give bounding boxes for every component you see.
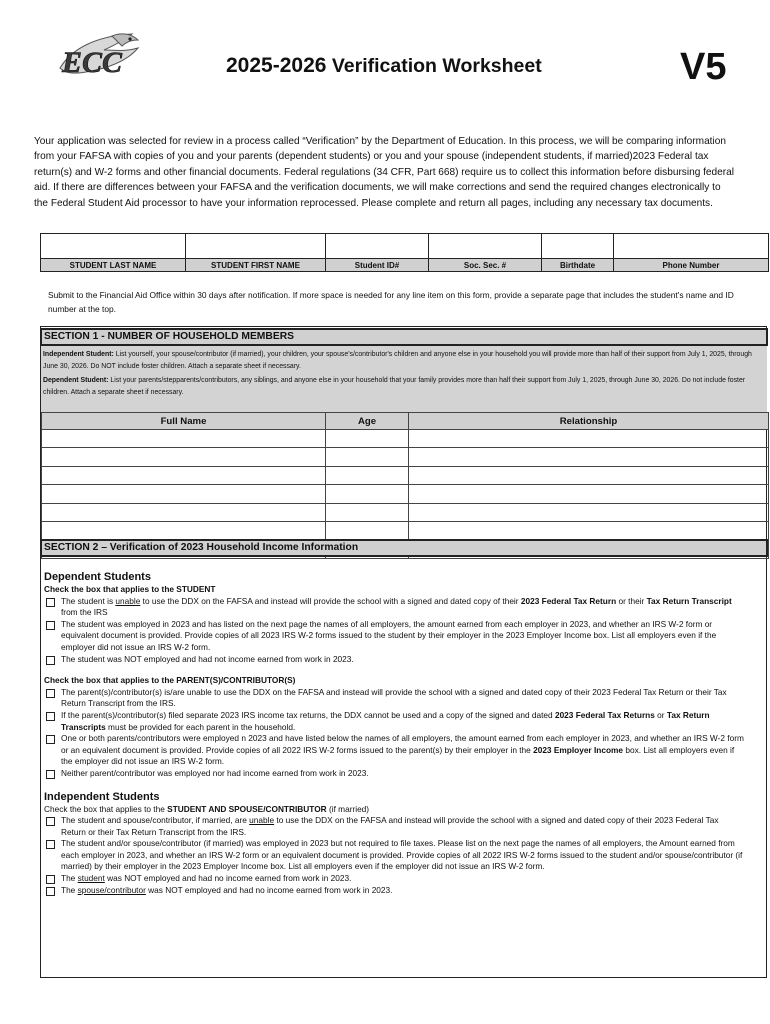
table-row bbox=[42, 448, 769, 466]
checkbox[interactable] bbox=[46, 840, 55, 849]
section2-heading: SECTION 2 – Verification of 2023 Household Income Information bbox=[40, 539, 768, 557]
relationship-cell[interactable] bbox=[409, 503, 769, 521]
parent-option-not-employed: Neither parent/contributor was employed nor had income earned from work in 2023. bbox=[44, 768, 744, 780]
student-info-table bbox=[40, 233, 769, 272]
checkbox[interactable] bbox=[46, 875, 55, 884]
parent-option-employed: One or both parents/contributors were employed n 2023 and have listed below the names of all employers, the amount earned from each employer in 2023, and whether an IRS W-2 form or an equivalent document is provided. Provide copies of all 2022 IRS W-2 forms issued to the parent(s) by their employer in the 2023 Employer Income box. List all employers even if the employer did not issue an IRS W-2 form. bbox=[44, 733, 744, 768]
checkbox[interactable] bbox=[46, 689, 55, 698]
full-name-cell[interactable] bbox=[42, 448, 326, 466]
birthdate-field[interactable] bbox=[542, 234, 614, 259]
relationship-column-header: Relationship bbox=[409, 413, 769, 430]
student-option-not-employed: The student was NOT employed and had not income earned from work in 2023. bbox=[44, 654, 744, 666]
submit-instructions: Submit to the Financial Aid Office within 30 days after notification. If more space is needed for any line item on this form, provide a separate page that includes the student's name and ID number at the top. bbox=[48, 290, 734, 314]
checkbox[interactable] bbox=[46, 598, 55, 607]
dependent-students-heading: Dependent Students bbox=[44, 571, 151, 583]
checkbox[interactable] bbox=[46, 656, 55, 665]
checkbox[interactable] bbox=[46, 887, 55, 896]
parent-option-unable-ddx: The parent(s)/contributor(s) is/are unable to use the DDX on the FAFSA and instead will provide the school with a signed and dated copy of their 2023 Federal Tax Return or their Tax Return Transcript from the IRS. bbox=[44, 687, 744, 710]
full-name-cell[interactable] bbox=[42, 430, 326, 448]
student-id-header: Student ID# bbox=[326, 259, 429, 272]
birthdate-header: Birthdate bbox=[542, 259, 614, 272]
full-name-cell[interactable] bbox=[42, 521, 326, 539]
age-cell[interactable] bbox=[326, 430, 409, 448]
ssn-field[interactable] bbox=[429, 234, 542, 259]
logo-lettering: ECC bbox=[62, 46, 123, 79]
student-option-unable-ddx: The student is unable to use the DDX on the FAFSA and instead will provide the school with a signed and dated copy of their 2023 Federal Tax Return or their Tax Return Transcript from the IRS bbox=[44, 596, 744, 619]
dependent-instruction: Dependent Student: List your parents/stepparents/contributors, any siblings, and anyone else in your household that your family provides more than half their support from July 1, 2025, through June 30, 2026. Do not include foster children. Attach a separate sheet if necessary. bbox=[43, 377, 746, 396]
checkbox[interactable] bbox=[46, 735, 55, 744]
version-label: V5 bbox=[680, 46, 727, 88]
parent-option-separate-returns: If the parent(s)/contributor(s) filed separate 2023 IRS income tax returns, the DDX cannot be used and a copy of the signed and dated 2023 Federal Tax Returns or Tax Return Transcripts must be provided for each parent in the household. bbox=[44, 710, 744, 733]
independent-instruction: Independent Student: List yourself, your spouse/contributor (if married), your children, your spouse's/contributor's children and anyone else in your household you will provide more than half of their support from July 1, 2025, through June 30, 2026. Do NOT include foster children. Attach a separate sheet if necessary. bbox=[43, 351, 752, 370]
age-cell[interactable] bbox=[326, 466, 409, 484]
college-logo bbox=[52, 28, 144, 86]
checkbox[interactable] bbox=[46, 621, 55, 630]
student-last-name-field[interactable] bbox=[41, 234, 186, 259]
relationship-cell[interactable] bbox=[409, 521, 769, 539]
table-row bbox=[42, 466, 769, 484]
intro-paragraph: Your application was selected for review in a process called “Verification” by the Department of Education. In this process, we will be comparing information from your FAFSA with copies of you and your parents (dependent students) or you and your spouse (independent students, if married)2023 Federal tax return(s) and W-2 forms and other financial documents. Federal regulations (34 CFR, Part 668) require us to collect this information before disbursing federal aid. If there are differences between your FAFSA and the verification documents, we will make corrections and send the required changes electronically to the Federal Student Aid processor to have your information reprocessed. Please complete and return all pages, including any necessary tax documents. bbox=[34, 136, 734, 209]
household-members-table bbox=[41, 412, 769, 559]
independent-option-unable-ddx: The student and spouse/contributor, if married, are unable to use the DDX on the FAFSA and instead will provide the school with a signed and dated copy of their 2023 Federal Tax Return or their Tax Return Transcript from the IRS. bbox=[44, 815, 744, 838]
checkbox[interactable] bbox=[46, 817, 55, 826]
student-check-label: Check the box that applies to the STUDENT bbox=[44, 584, 216, 594]
ssn-header: Soc. Sec. # bbox=[429, 259, 542, 272]
table-row bbox=[42, 485, 769, 503]
full-name-cell[interactable] bbox=[42, 503, 326, 521]
section1-instructions bbox=[41, 346, 767, 412]
checkbox[interactable] bbox=[46, 770, 55, 779]
full-name-cell[interactable] bbox=[42, 466, 326, 484]
relationship-cell[interactable] bbox=[409, 485, 769, 503]
relationship-cell[interactable] bbox=[409, 448, 769, 466]
student-id-field[interactable] bbox=[326, 234, 429, 259]
phone-number-header: Phone Number bbox=[614, 259, 769, 272]
section1-heading: SECTION 1 - NUMBER OF HOUSEHOLD MEMBERS bbox=[40, 328, 768, 346]
table-row bbox=[42, 430, 769, 448]
age-cell[interactable] bbox=[326, 503, 409, 521]
section2-body bbox=[44, 570, 744, 896]
independent-students-heading: Independent Students bbox=[44, 790, 160, 803]
independent-option-employed: The student and/or spouse/contributor (if married) was employed in 2023 but not required to file taxes. Please list on the next page the names of all employers, the Amount earned from each employer in 2023, and whether an IRS W-2 form or an equivalent document is provided. Provide copies of all 2022 IRS W-2 forms issued to the student and/or spouse/contributor (if married) by their employer in the 2023 Employer Income box. List all employers even if the employer did not issue an IRS W-2 form. bbox=[44, 838, 744, 873]
table-row bbox=[42, 521, 769, 539]
student-option-employed: The student was employed in 2023 and has listed on the next page the names of all employers, the amount earned from each employer in 2023, and whether an IRS W-2 form or equivalent document is provided. Provide copies of all 2023 IRS W-2 forms issued to the student by their employer in the 2023 Employer Income box. List all employers even if the employer did not issue an IRS W-2 form. bbox=[44, 619, 744, 654]
parent-check-label: Check the box that applies to the PARENT(S)/CONTRIBUTOR(S) bbox=[44, 675, 296, 686]
phone-number-field[interactable] bbox=[614, 234, 769, 259]
full-name-column-header: Full Name bbox=[42, 413, 326, 430]
page-title: 2025-2026 Verification Worksheet bbox=[226, 54, 542, 77]
checkbox[interactable] bbox=[46, 712, 55, 721]
relationship-cell[interactable] bbox=[409, 466, 769, 484]
age-column-header: Age bbox=[326, 413, 409, 430]
relationship-cell[interactable] bbox=[409, 430, 769, 448]
age-cell[interactable] bbox=[326, 521, 409, 539]
student-first-name-header: STUDENT FIRST NAME bbox=[186, 259, 326, 272]
age-cell[interactable] bbox=[326, 448, 409, 466]
table-row bbox=[42, 503, 769, 521]
independent-option-spouse-not-employed: The spouse/contributor was NOT employed and had no income earned from work in 2023. bbox=[44, 885, 744, 897]
student-last-name-header: STUDENT LAST NAME bbox=[41, 259, 186, 272]
full-name-cell[interactable] bbox=[42, 485, 326, 503]
student-first-name-field[interactable] bbox=[186, 234, 326, 259]
independent-option-student-not-employed: The student was NOT employed and had no income earned from work in 2023. bbox=[44, 873, 744, 885]
independent-check-label: Check the box that applies to the STUDENT AND SPOUSE/CONTRIBUTOR (if married) bbox=[44, 803, 370, 814]
age-cell[interactable] bbox=[326, 485, 409, 503]
